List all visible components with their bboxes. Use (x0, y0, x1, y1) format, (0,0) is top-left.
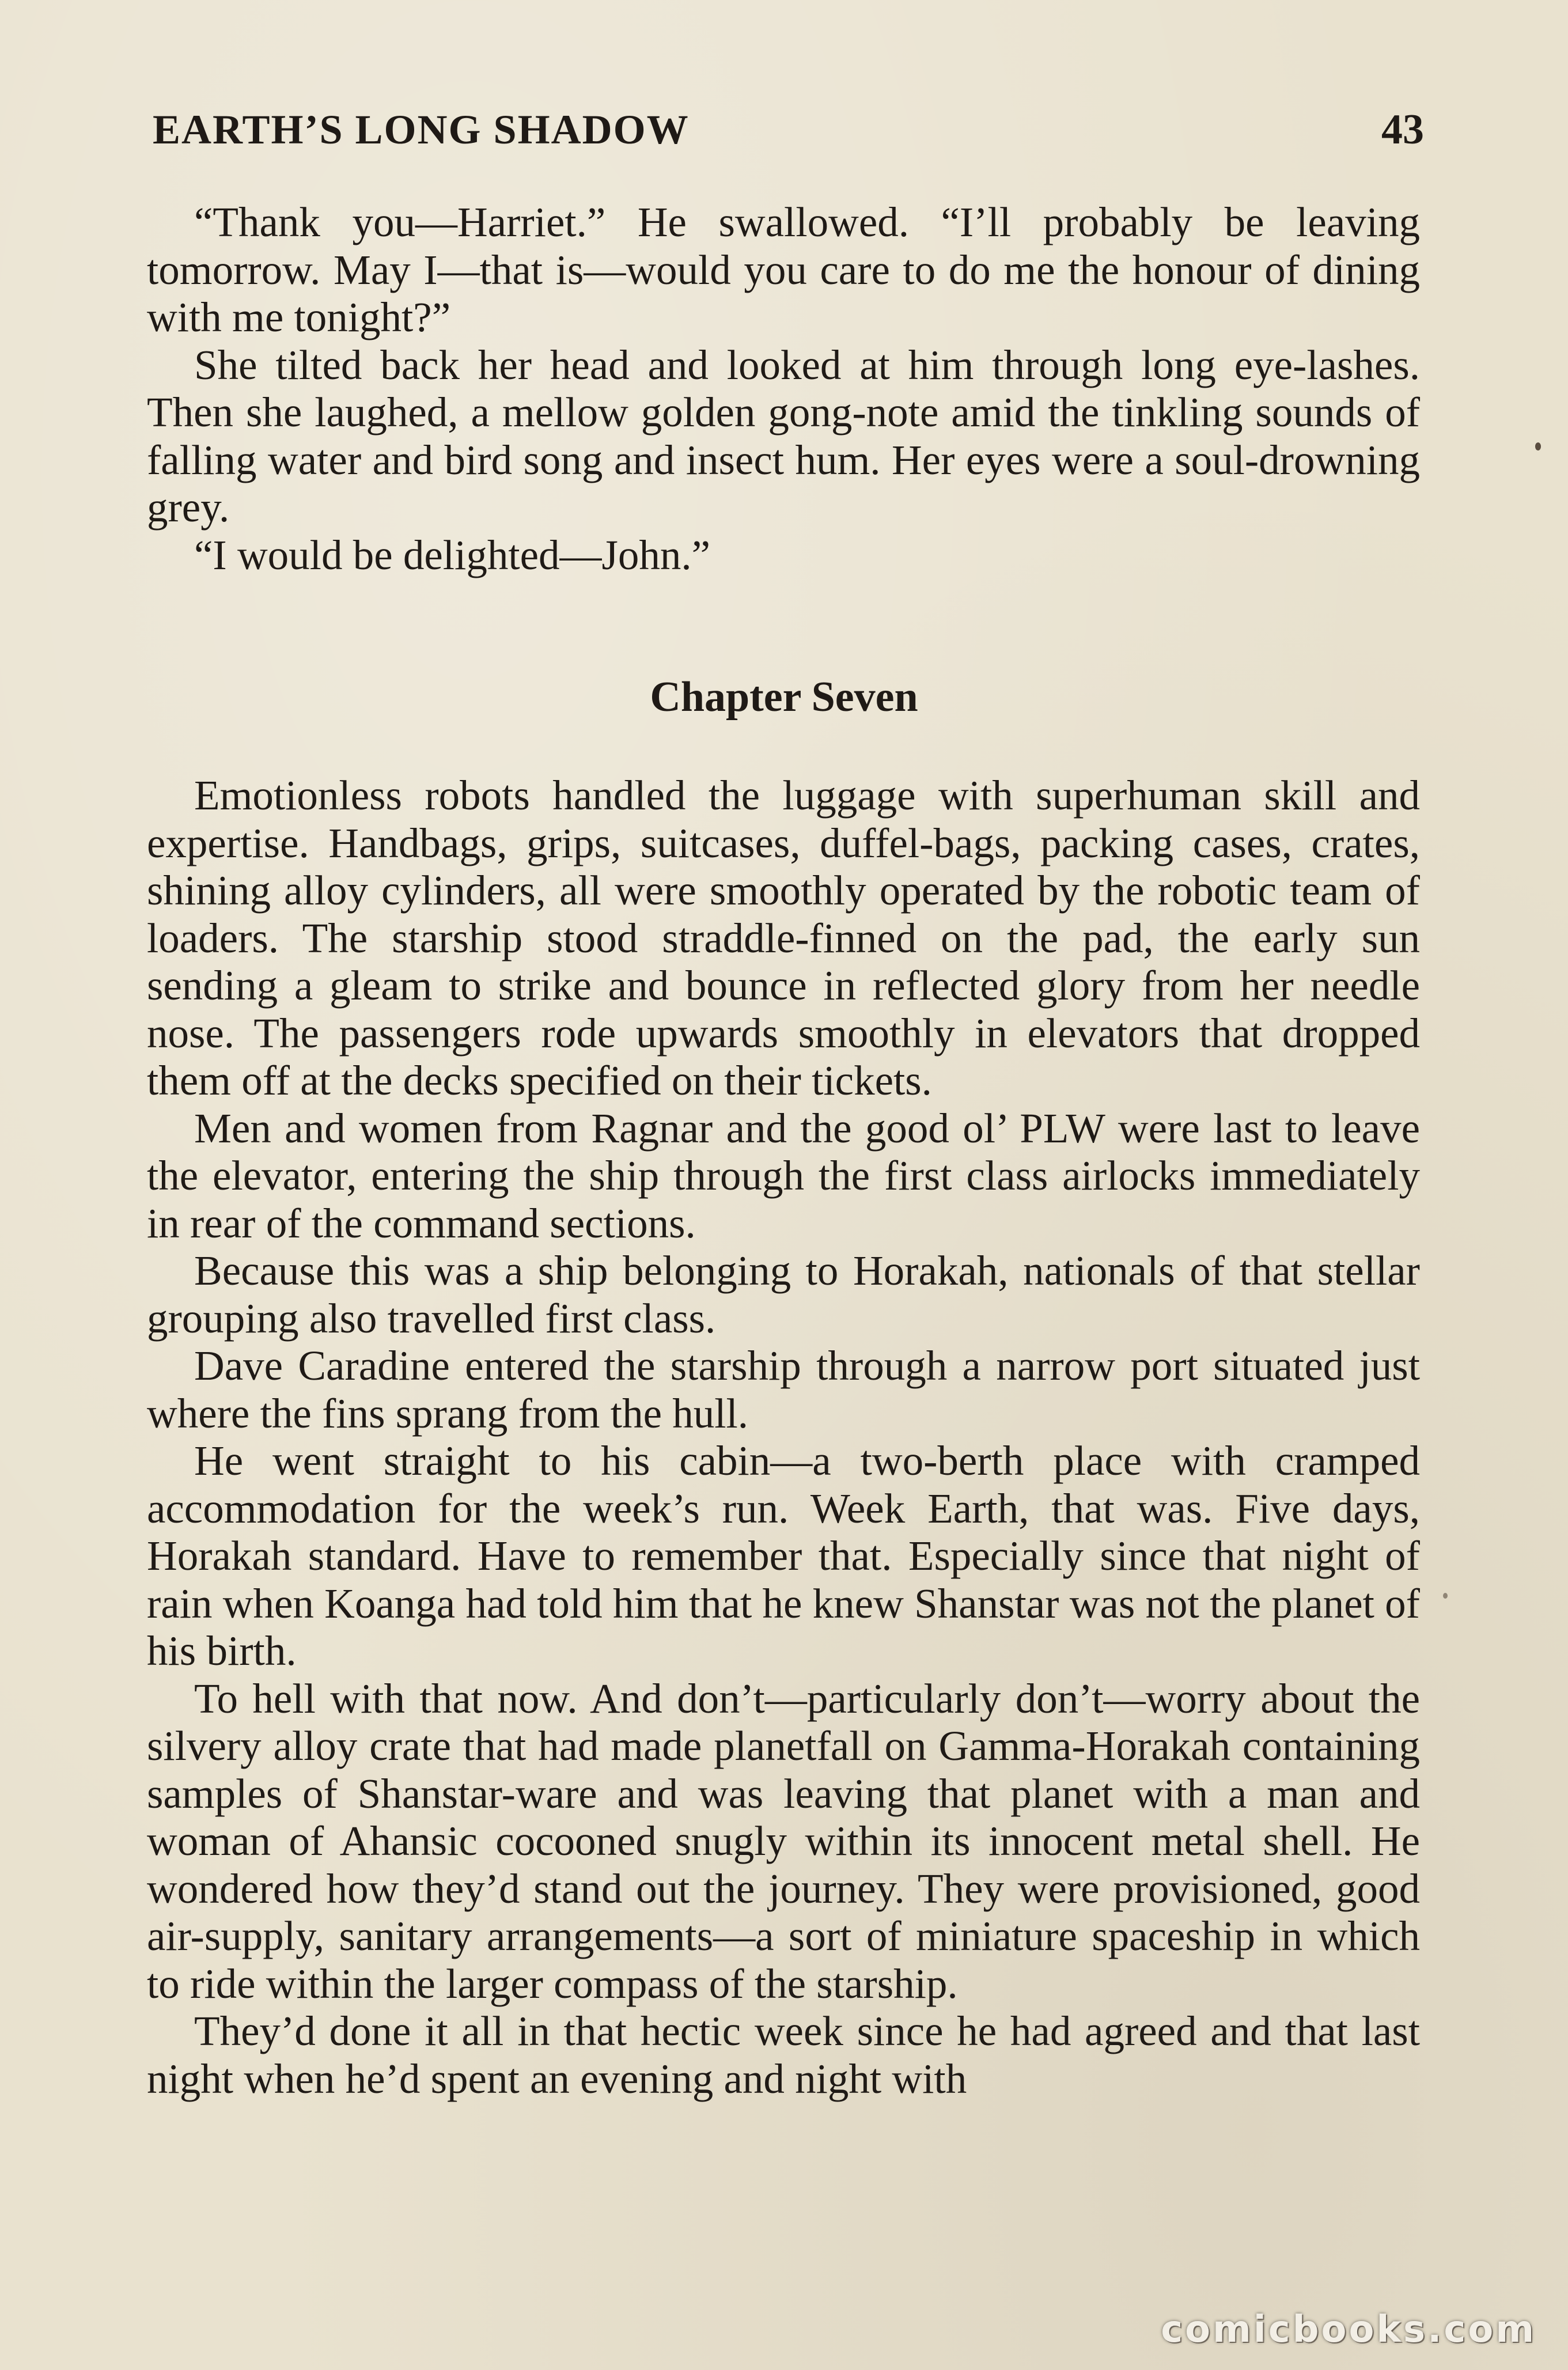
paper-speck (1535, 442, 1541, 450)
watermark: comicbooks.com (1161, 2308, 1536, 2351)
paragraph: Because this was a ship belonging to Horakah, nationals of that stellar grouping also travelled first class. (147, 1247, 1420, 1342)
paragraph: To hell with that now. And don’t—particularly don’t—worry about the silvery alloy crate that had made planetfall on Gamma-Horakah containing samples of Shanstar-ware and was leaving that planet with a man and woman of Ahansic cocooned snugly within its innocent metal shell. He wondered how they’d stand out the journey. They were provisioned, good air-supply, sanitary arrangements—a sort of miniature spaceship in which to ride within the larger compass of the starship. (147, 1675, 1420, 2007)
page-header (153, 101, 1424, 164)
top-text-block (147, 199, 1420, 579)
paragraph: Dave Caradine entered the starship through a narrow port situated just where the fins sprang from the hull. (147, 1342, 1420, 1437)
page-number: 43 (1381, 106, 1424, 153)
paragraph: “I would be delighted—John.” (194, 531, 711, 578)
running-title: EARTH’S LONG SHADOW (153, 107, 690, 153)
chapter-heading: Chapter Seven (650, 673, 918, 721)
paper-speck (1443, 1593, 1448, 1599)
paragraph: Men and women from Ragnar and the good ol’ PLW were last to leave the elevator, entering the ship through the first class airlocks immediately in rear of the command sections. (147, 1104, 1420, 1247)
paragraph: He went straight to his cabin—a two-berth place with cramped accommodation for the week’s run. Week Earth, that was. Five days, Horakah standard. Have to remember that. Especially since that night of rain when Koanga had told him that he knew Shanstar was not the planet of his birth. (147, 1437, 1420, 1674)
paragraph: “Thank you—Harriet.” He swallowed. “I’ll probably be leaving tomorrow. May I—that is—would you care to do me the honour of dining with me tonight?” (147, 199, 1420, 340)
paragraph: Emotionless robots handled the luggage with superhuman skill and expertise. Handbags, grips, suitcases, duffel-bags, packing cases, crates, shining alloy cylinders, all were smoothly operated by the robotic team of loaders. The starship stood straddle-finned on the pad, the early sun sending a gleam to strike and bounce in reflected glory from her needle nose. The passengers rode upwards smoothly in elevators that dropped them off at the decks specified on their tickets. (147, 772, 1420, 1104)
chapter-text-block (147, 772, 1420, 2103)
paragraph: She tilted back her head and looked at him through long eye-lashes. Then she laughed, a mellow golden gong-note amid the tinkling sounds of falling water and bird song and insect hum. Her eyes were a soul-drowning grey. (147, 341, 1420, 531)
paragraph: They’d done it all in that hectic week since he had agreed and that last night when he’d spent an evening and night with (147, 2008, 1420, 2102)
